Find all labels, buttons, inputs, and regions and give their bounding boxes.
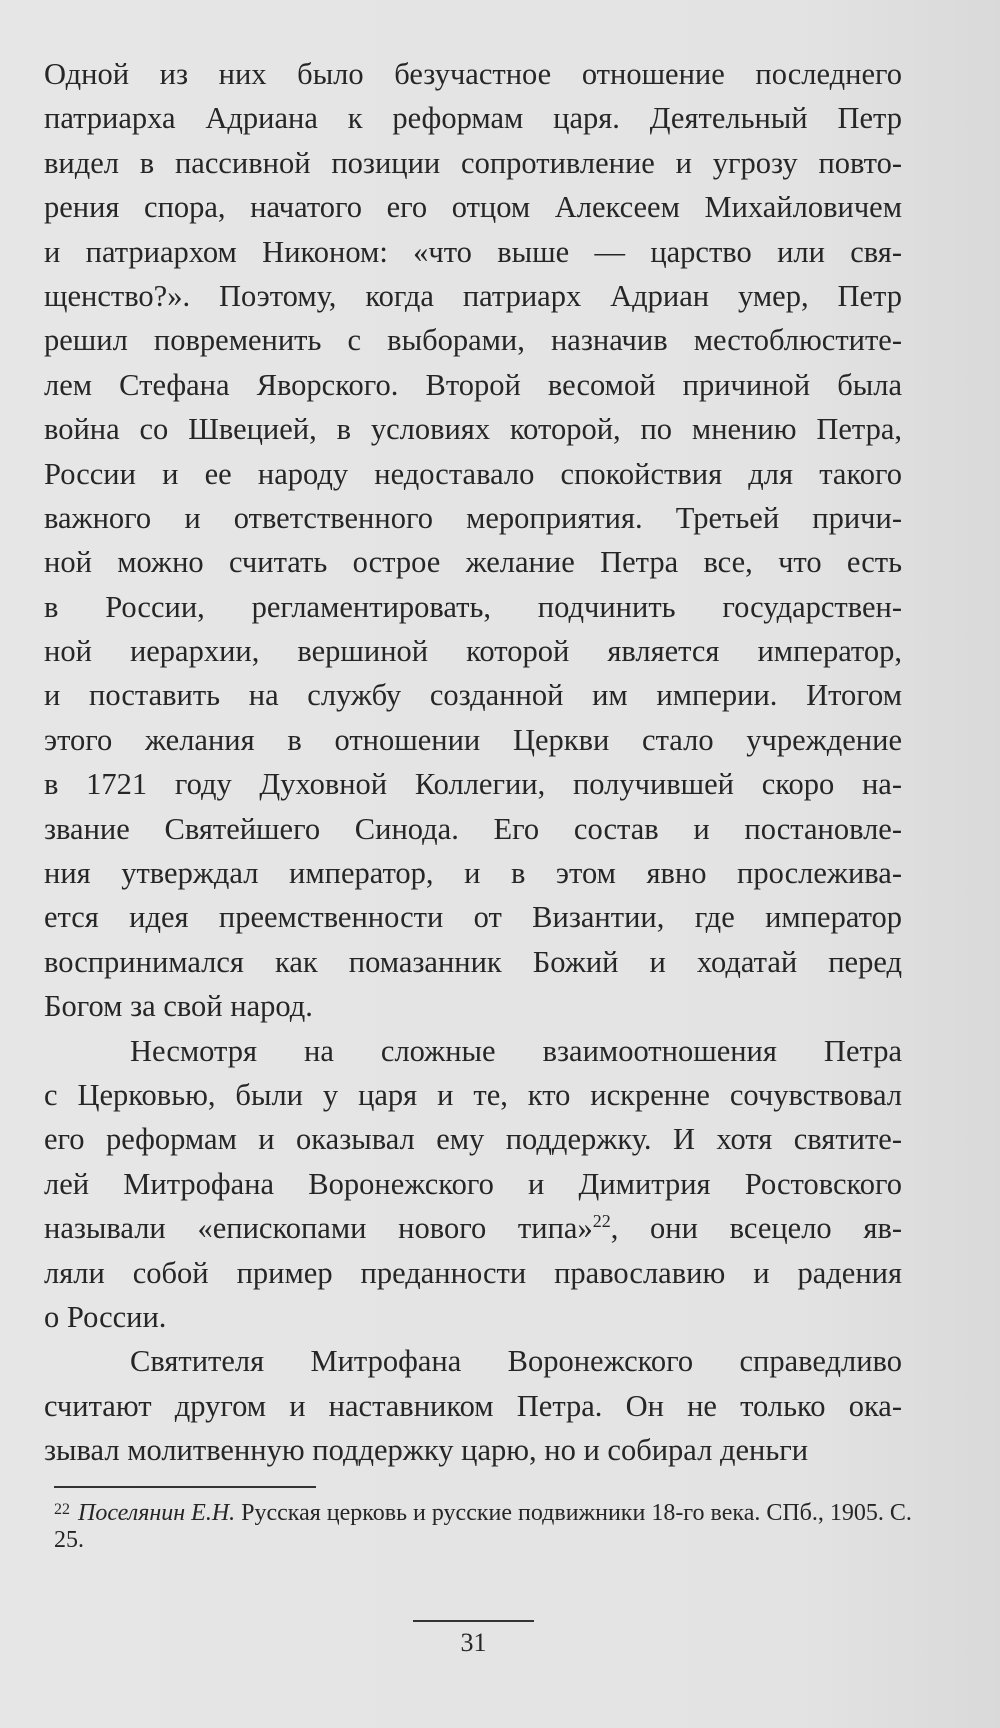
text-line: считают другом и наставником Петра. Он не только ока- xyxy=(44,1388,902,1423)
text-line: зывал молитвенную поддержку царю, но и собирал деньги xyxy=(44,1433,809,1468)
page-number-divider xyxy=(413,1620,534,1622)
text-line: ной можно считать острое желание Петра все, что есть xyxy=(44,545,902,580)
text-line: звание Святейшего Синода. Его состав и постановле- xyxy=(44,811,902,846)
footnote-number: 22 xyxy=(54,1501,70,1518)
text-line: видел в пассивной позиции сопротивление и угрозу повто- xyxy=(44,145,902,180)
text-line: лем Стефана Яворского. Второй весомой причиной была xyxy=(44,367,902,402)
text-line: ной иерархии, вершиной которой является император, xyxy=(44,634,902,669)
text-line: Святителя Митрофана Воронежского справедливо xyxy=(130,1344,902,1379)
footnote-reference[interactable]: 22 xyxy=(592,1211,611,1232)
text-line: Одной из них было безучастное отношение последнего xyxy=(44,57,902,91)
text-line: рения спора, начатого его отцом Алексеем Михайловичем xyxy=(44,190,902,225)
text-line: о России. xyxy=(44,1299,167,1334)
text-line: в России, регламентировать, подчинить государствен- xyxy=(44,589,902,624)
text-line: в 1721 году Духовной Коллегии, получившей скоро на- xyxy=(44,767,902,802)
line-text: называли «епископами нового типа» xyxy=(44,1211,593,1246)
text-line: важного и ответственного мероприятия. Третьей причи- xyxy=(44,500,902,535)
text-line: и патриархом Никоном: «что выше — царство или свя- xyxy=(44,234,902,269)
footnote-divider xyxy=(54,1486,316,1488)
text-line: Богом за свой народ. xyxy=(44,989,313,1024)
text-line: воспринимался как помазанник Божий и ходатай перед xyxy=(44,944,902,979)
text-line: война со Швецией, в условиях которой, по мнению Петра, xyxy=(44,412,902,447)
text-line xyxy=(44,1206,902,1250)
text-line: и поставить на службу созданной им империи. Итогом xyxy=(44,678,902,713)
text-line: решил повременить с выборами, назначив местоблюстите- xyxy=(44,323,902,358)
text-line: патриарха Адриана к реформам царя. Деятельный Петр xyxy=(44,101,902,136)
text-line: щенство?». Поэтому, когда патриарх Адриан умер, Петр xyxy=(44,278,902,313)
text-line: с Церковью, были у царя и те, кто искренне сочувствовал xyxy=(44,1077,902,1112)
text-line: лей Митрофана Воронежского и Димитрия Ростовского xyxy=(44,1166,902,1201)
footnote xyxy=(54,1500,914,1554)
text-line: России и ее народу недоставало спокойствия для такого xyxy=(44,456,902,491)
text-line: ляли собой пример преданности православию и радения xyxy=(44,1255,902,1290)
footnote-author: Поселянин Е.Н. xyxy=(78,1500,236,1526)
text-line: этого желания в отношении Церкви стало учреждение xyxy=(44,722,902,757)
text-line: Несмотря на сложные взаимоотношения Петра xyxy=(130,1033,902,1068)
page-number: 31 xyxy=(460,1628,487,1657)
footnote-text: Русская церковь и русские подвижники 18-го века. СПб., 1905. С. 25. xyxy=(54,1500,912,1553)
text-line: ется идея преемственности от Византии, где император xyxy=(44,900,902,935)
line-text: , они всецело яв- xyxy=(610,1211,902,1246)
text-line: ния утверждал император, и в этом явно прослежива- xyxy=(44,856,902,891)
body-text xyxy=(44,52,902,1473)
text-line: его реформам и оказывал ему поддержку. И хотя святите- xyxy=(44,1122,902,1157)
